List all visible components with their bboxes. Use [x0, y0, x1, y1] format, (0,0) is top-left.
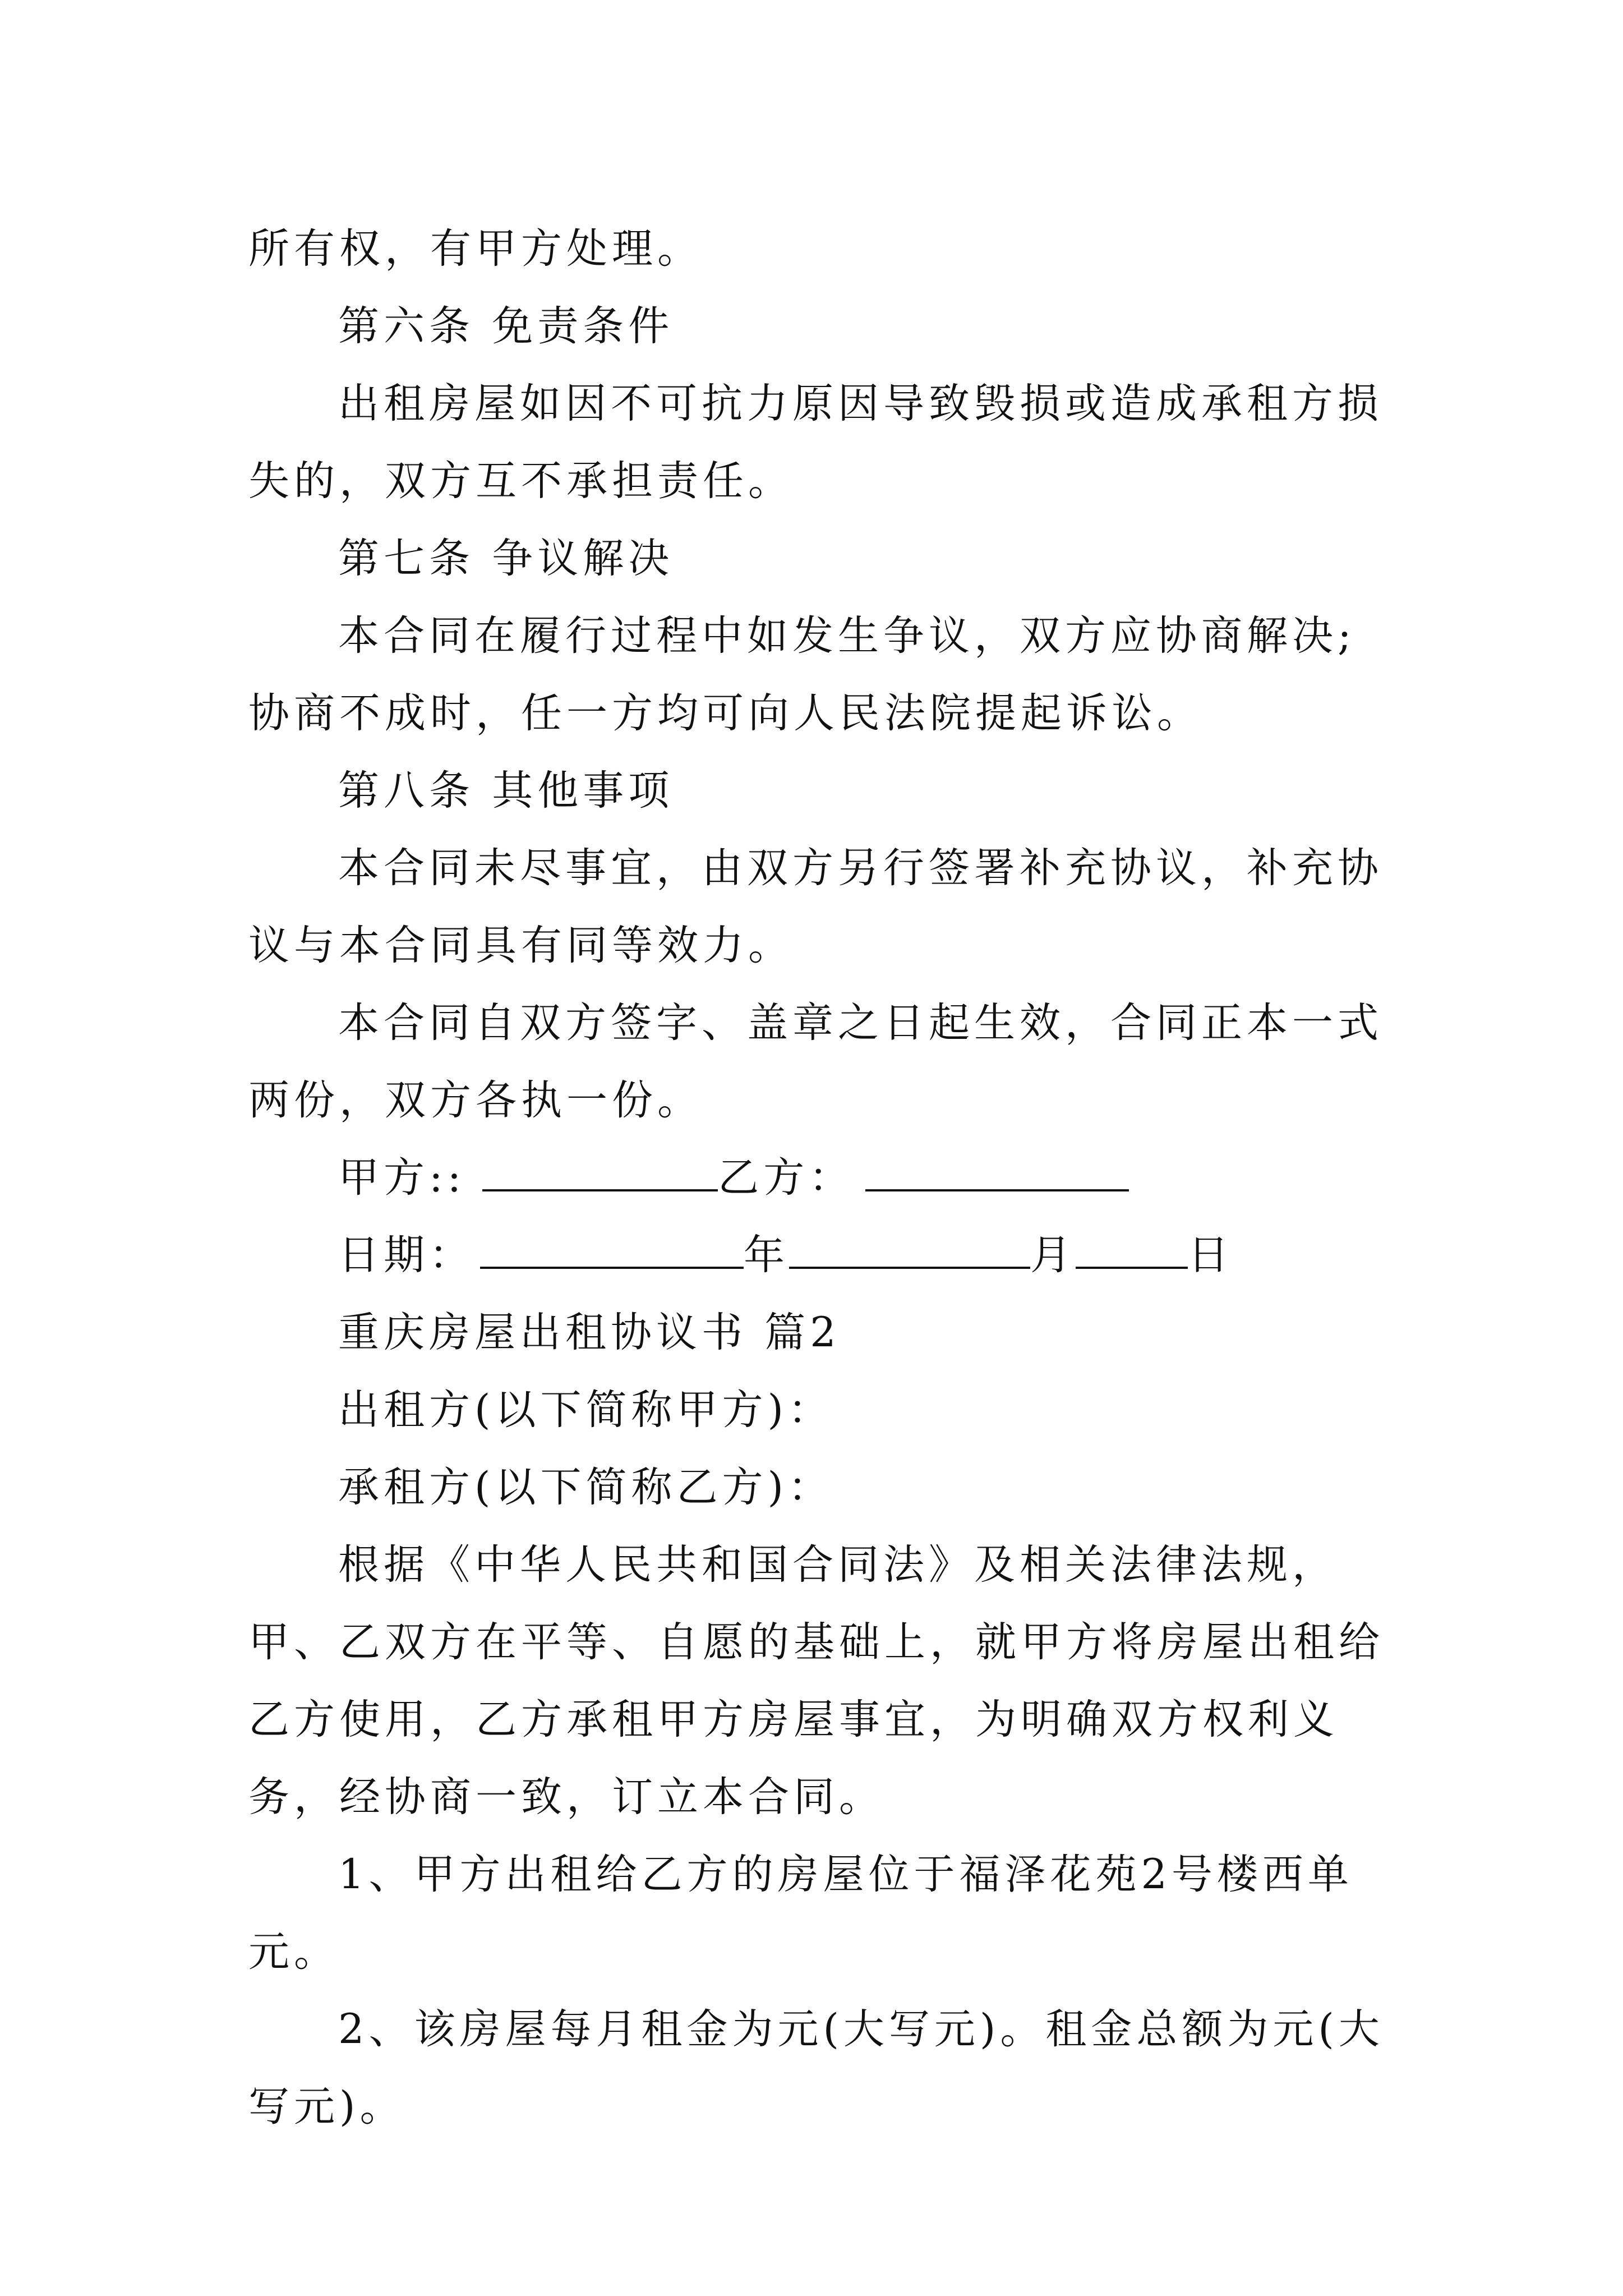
document-body	[248, 210, 1393, 2146]
clause-2-rent: 2、该房屋每月租金为元(大写元)。租金总额为元(大写元)。	[248, 2005, 1384, 2131]
month-blank	[789, 1232, 1030, 1269]
paragraph-other-matters: 本合同未尽事宜，由双方另行签署补充协议，补充协议与本合同具有同等效力。	[248, 844, 1383, 969]
heading-part-2: 重庆房屋出租协议书 篇2	[338, 1309, 841, 1356]
party-a-label: 甲方::	[338, 1154, 466, 1202]
paragraph-exemption: 出租房屋如因不可抗力原因导致毁损或造成承租方损失的，双方互不承担责任。	[248, 380, 1383, 505]
party-a-blank	[482, 1154, 718, 1191]
party-b-label: 乙方：	[718, 1154, 855, 1202]
year-label: 年	[744, 1231, 789, 1279]
paragraph-ownership: 所有权，有甲方处理。	[248, 225, 703, 273]
day-label: 日	[1188, 1231, 1233, 1279]
heading-article-8: 第八条 其他事项	[338, 767, 674, 815]
signature-line	[248, 1139, 1393, 1217]
date-line	[248, 1217, 1393, 1294]
paragraph-dispute: 本合同在履行过程中如发生争议，双方应协商解决;协商不成时，任一方均可向人民法院提起诉讼。	[248, 612, 1356, 737]
paragraph-legal-basis: 根据《中华人民共和国合同法》及相关法律法规，甲、乙双方在平等、自愿的基础上，就甲方将房屋出租给乙方使用，乙方承租甲方房屋事宜，为明确双方权利义务，经协商一致，订立本合同。	[248, 1541, 1384, 1821]
clause-1-location: 1、甲方出租给乙方的房屋位于福泽花苑2号楼西单元。	[248, 1851, 1353, 1976]
heading-article-7: 第七条 争议解决	[338, 535, 674, 582]
date-label: 日期：	[338, 1231, 474, 1279]
heading-article-6: 第六条 免责条件	[338, 302, 674, 350]
month-label: 月	[1030, 1231, 1076, 1279]
lessee-line: 承租方(以下简称乙方)：	[338, 1464, 833, 1511]
party-b-blank	[865, 1154, 1129, 1191]
paragraph-effective: 本合同自双方签字、盖章之日起生效，合同正本一式两份，双方各执一份。	[248, 999, 1383, 1124]
day-blank	[1076, 1232, 1188, 1269]
year-blank	[480, 1232, 744, 1269]
lessor-line: 出租方(以下简称甲方)：	[338, 1386, 833, 1434]
